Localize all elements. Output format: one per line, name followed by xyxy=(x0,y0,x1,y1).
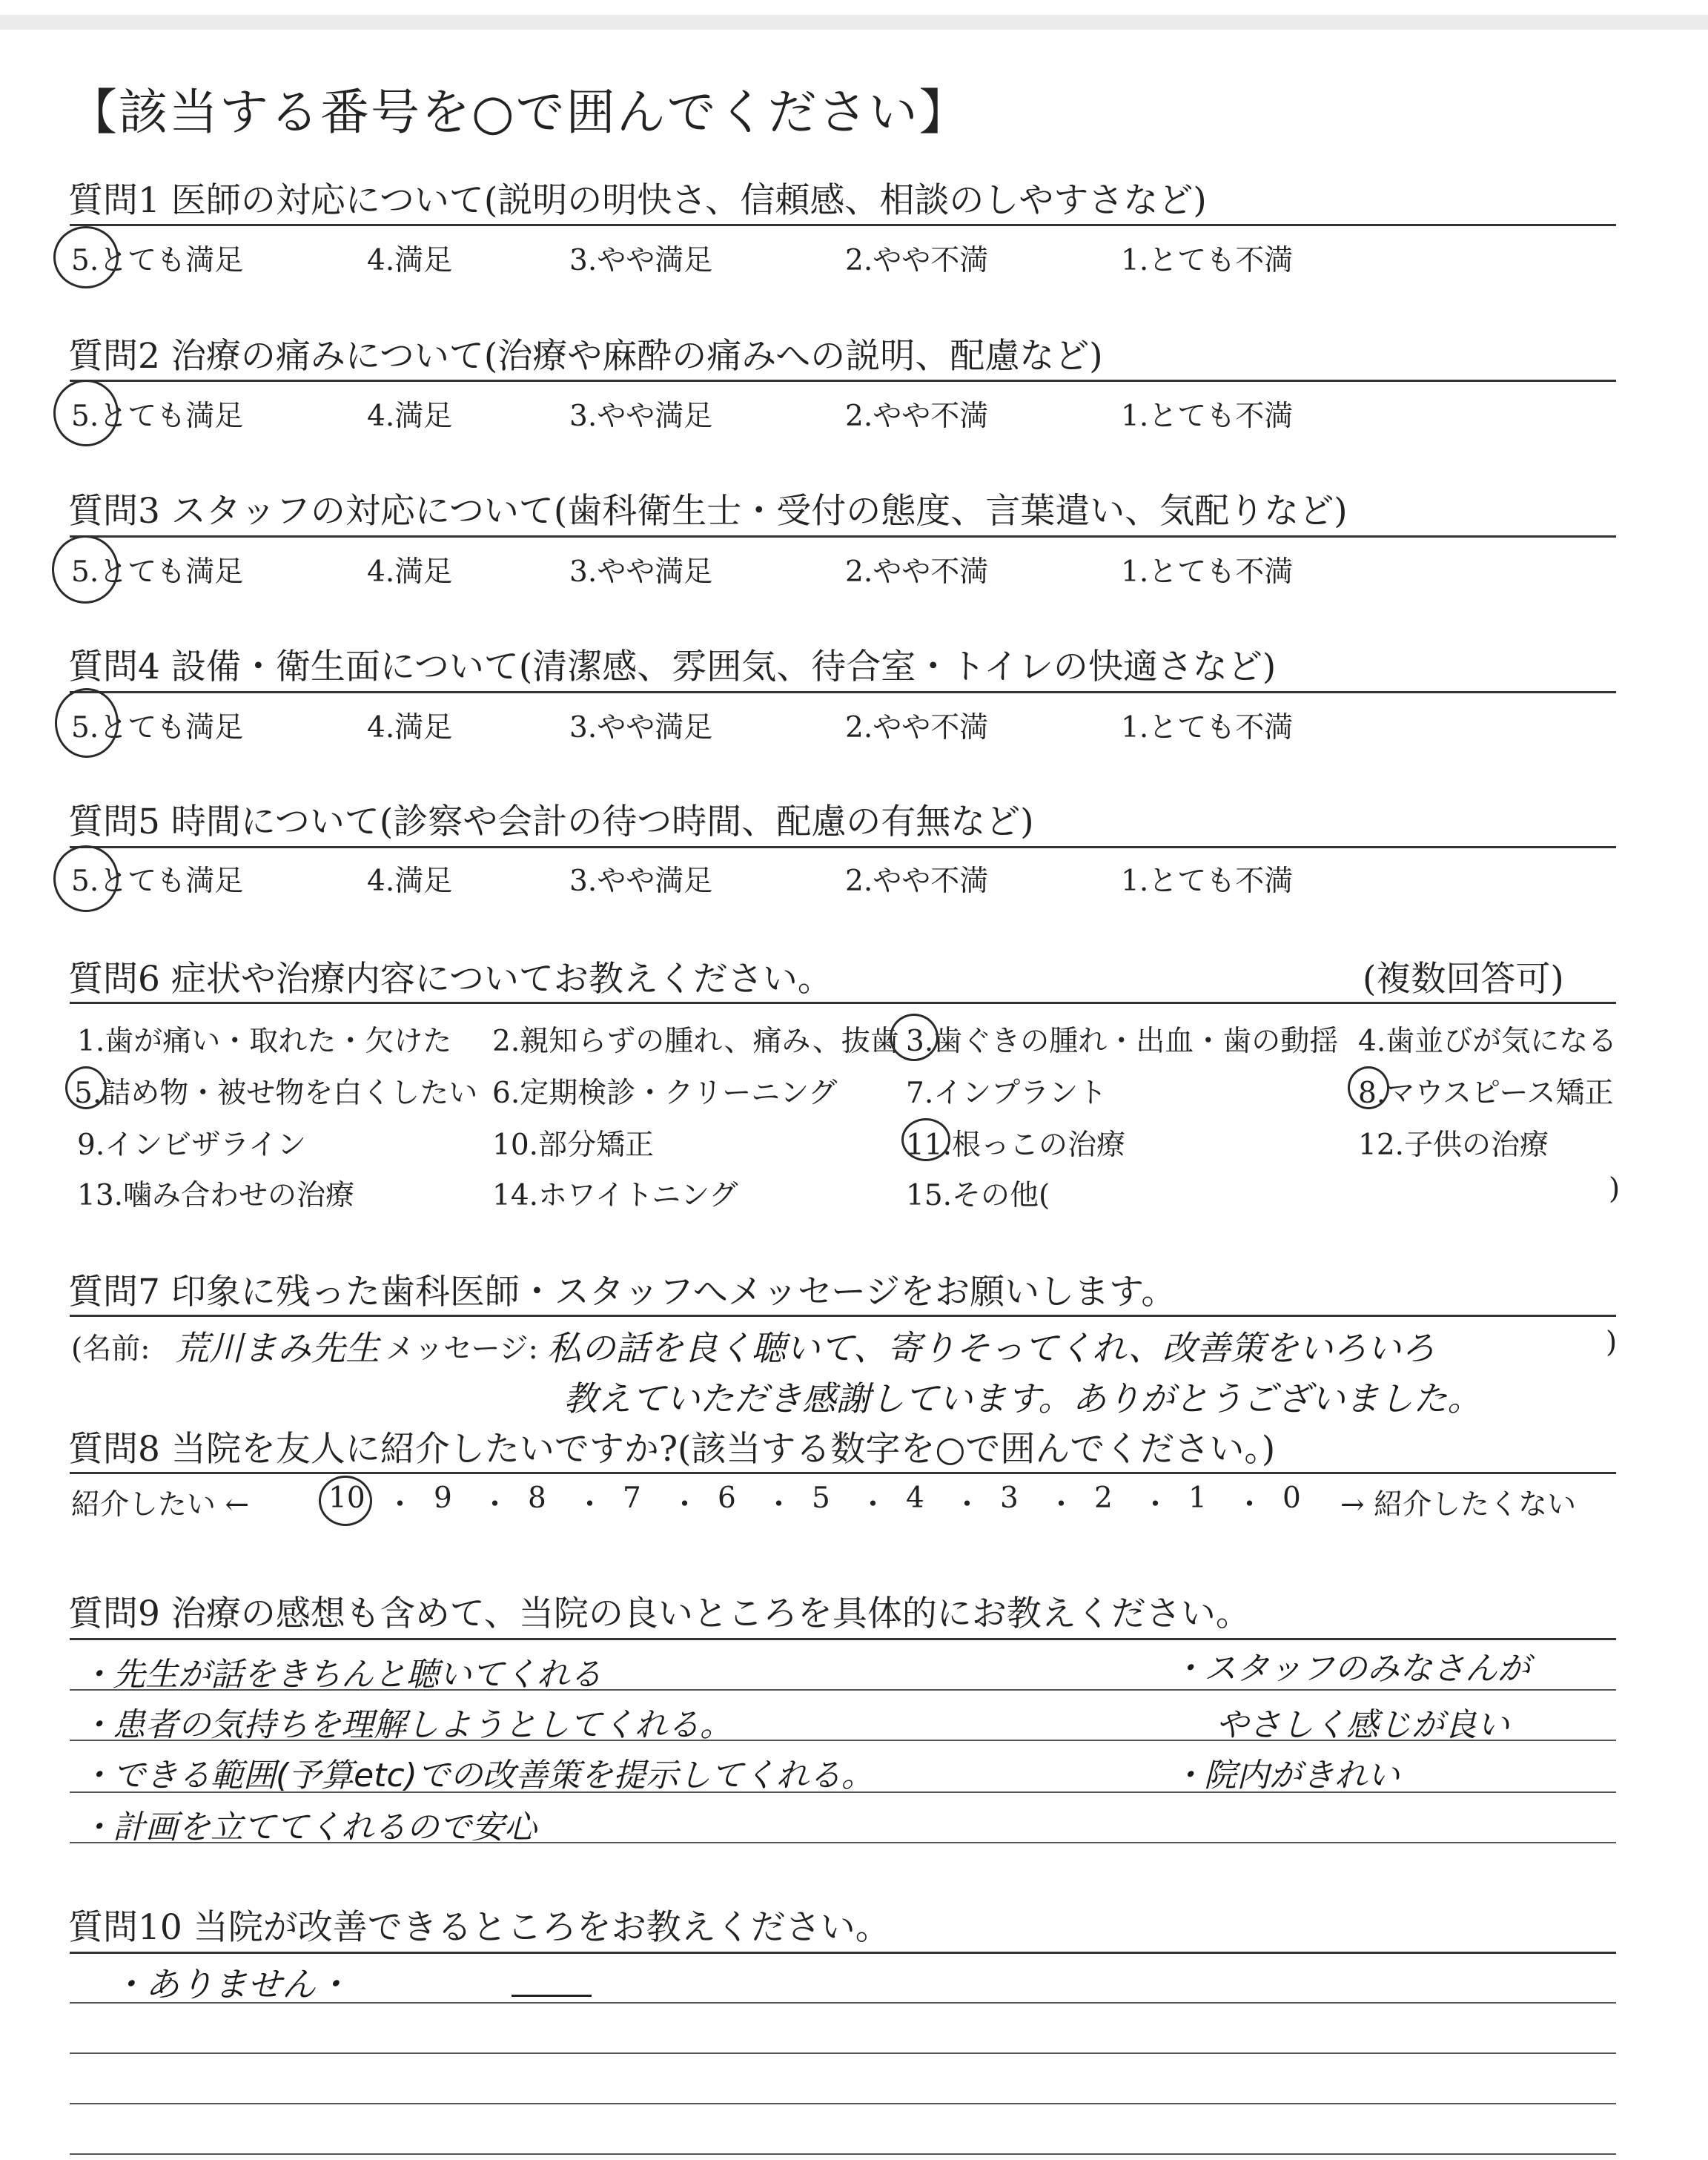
q2-option-1[interactable]: 1.とても不満 xyxy=(1121,400,1294,433)
q4-option-3[interactable]: 3.やや満足 xyxy=(569,711,713,744)
q3-option-4[interactable]: 4.満足 xyxy=(367,555,453,589)
question-9-label: 質問9 治療の感想も含めて、当院の良いところを具体的にお教えください。 xyxy=(68,1593,1251,1634)
handwritten-dash xyxy=(512,1995,592,1997)
q2-selection-circle xyxy=(53,380,119,446)
q6-item-2[interactable]: 2.親知らずの腫れ、痛み、抜歯 xyxy=(492,1025,899,1058)
q1-option-5[interactable]: 5.とても満足 xyxy=(71,244,244,277)
q3-option-5[interactable]: 5.とても満足 xyxy=(71,555,244,589)
q4-option-1[interactable]: 1.とても不満 xyxy=(1121,711,1294,744)
q8-dot: ・ xyxy=(764,1488,794,1522)
q8-dot: ・ xyxy=(575,1488,605,1522)
q8-right-label: → 紹介したくない xyxy=(1340,1488,1577,1522)
q3-option-2[interactable]: 2.やや不満 xyxy=(845,555,989,589)
q7-message-line-1[interactable]: 私の話を良く聴いて、寄りそってくれ、改善策をいろいろ xyxy=(547,1328,1435,1368)
q8-dot: ・ xyxy=(385,1488,415,1522)
answer-line xyxy=(70,2153,1616,2155)
q5-option-5[interactable]: 5.とても満足 xyxy=(71,865,244,898)
q9-answer-right-2[interactable]: やさしく感じが良い xyxy=(1216,1706,1509,1744)
question-3-label: 質問3 スタッフの対応について(歯科衛生士・受付の態度、言葉遣い、気配りなど) xyxy=(68,491,1348,532)
q8-score-6[interactable]: 6 xyxy=(718,1482,736,1515)
q9-answer-line-3[interactable]: ・できる範囲(予算etc)での改善策を提示してくれる。 xyxy=(80,1757,874,1794)
q8-dot: ・ xyxy=(670,1488,700,1522)
q6-item-8[interactable]: 8.マウスピース矯正 xyxy=(1358,1077,1614,1110)
q7-name-prefix: (名前: xyxy=(71,1332,150,1366)
answer-line xyxy=(70,2052,1616,2054)
q6-item-13[interactable]: 13.噛み合わせの治療 xyxy=(77,1179,355,1212)
q8-score-1[interactable]: 1 xyxy=(1188,1482,1207,1515)
q8-dot: ・ xyxy=(1141,1488,1171,1522)
question-2-rule xyxy=(70,380,1616,382)
question-6-label: 質問6 症状や治療内容についてお教えください。 xyxy=(68,959,833,1000)
q9-answer-line-2[interactable]: ・患者の気持ちを理解しようとしてくれる。 xyxy=(80,1706,732,1744)
q8-dot: ・ xyxy=(1047,1488,1076,1522)
q8-dot: ・ xyxy=(858,1488,888,1522)
q6-item-9[interactable]: 9.インビザライン xyxy=(77,1129,307,1162)
q1-selection-circle xyxy=(53,226,119,288)
q9-answer-line-1[interactable]: ・先生が話をきちんと聴いてくれる xyxy=(80,1656,602,1694)
q2-option-2[interactable]: 2.やや不満 xyxy=(845,400,989,433)
q6-item-6[interactable]: 6.定期検診・クリーニング xyxy=(492,1077,838,1110)
q1-option-3[interactable]: 3.やや満足 xyxy=(569,244,713,277)
q8-score-3[interactable]: 3 xyxy=(1000,1482,1019,1515)
q5-option-3[interactable]: 3.やや満足 xyxy=(569,865,713,898)
answer-line xyxy=(70,2103,1616,2104)
q6-item-1[interactable]: 1.歯が痛い・取れた・欠けた xyxy=(77,1025,452,1058)
q6-item-7[interactable]: 7.インプラント xyxy=(906,1077,1108,1110)
q8-score-10[interactable]: 10 xyxy=(328,1482,365,1515)
question-7-rule xyxy=(70,1315,1616,1317)
question-5-rule xyxy=(70,846,1616,848)
question-6-note: (複数回答可) xyxy=(1363,959,1564,1000)
q8-selection-circle xyxy=(319,1476,372,1526)
page-title: 【該当する番号を○で囲んでください】 xyxy=(68,84,970,141)
q8-score-2[interactable]: 2 xyxy=(1094,1482,1113,1515)
q6-item-5[interactable]: 5.詰め物・被せ物を白くしたい xyxy=(74,1077,478,1110)
question-2-label: 質問2 治療の痛みについて(治療や麻酔の痛みへの説明、配慮など) xyxy=(68,336,1103,377)
q6-item-5-circle xyxy=(65,1066,107,1109)
q4-option-5[interactable]: 5.とても満足 xyxy=(71,711,244,744)
question-5-label: 質問5 時間について(診察や会計の待つ時間、配慮の有無など) xyxy=(68,802,1034,842)
q3-selection-circle xyxy=(52,535,119,604)
q4-selection-circle xyxy=(55,688,119,758)
q8-left-label: 紹介したい ← xyxy=(71,1488,250,1522)
q7-name-handwritten[interactable]: 荒川まみ先生 xyxy=(175,1328,380,1368)
q8-score-8[interactable]: 8 xyxy=(528,1482,546,1515)
question-4-rule xyxy=(70,691,1616,693)
question-9-rule xyxy=(70,1638,1616,1640)
question-3-rule xyxy=(70,535,1616,538)
q1-option-4[interactable]: 4.満足 xyxy=(367,244,453,277)
q6-item-3-circle xyxy=(890,1014,939,1061)
q9-answer-right-1[interactable]: ・スタッフのみなさんが xyxy=(1171,1650,1530,1688)
q6-item-14[interactable]: 14.ホワイトニング xyxy=(492,1179,738,1212)
q7-message-prefix: メッセージ: xyxy=(385,1332,538,1366)
q5-selection-circle xyxy=(53,845,119,912)
question-1-label: 質問1 医師の対応について(説明の明快さ、信頼感、相談のしやすさなど) xyxy=(68,180,1207,221)
q7-close: ) xyxy=(1606,1326,1618,1359)
q6-item-11[interactable]: 11.根っこの治療 xyxy=(906,1129,1126,1162)
q6-item-8-circle xyxy=(1348,1066,1389,1109)
q5-option-2[interactable]: 2.やや不満 xyxy=(845,865,989,898)
q6-item-3[interactable]: 3.歯ぐきの腫れ・出血・歯の動揺 xyxy=(906,1025,1339,1058)
q8-score-5[interactable]: 5 xyxy=(812,1482,830,1515)
q8-dot: ・ xyxy=(953,1488,982,1522)
q8-score-4[interactable]: 4 xyxy=(906,1482,924,1515)
q7-message-line-2[interactable]: 教えていただき感謝しています。ありがとうございました。 xyxy=(563,1378,1482,1418)
q4-option-2[interactable]: 2.やや不満 xyxy=(845,711,989,744)
q6-item-11-circle xyxy=(901,1118,950,1161)
question-1-rule xyxy=(70,224,1616,226)
question-4-label: 質問4 設備・衛生面について(清潔感、雰囲気、待合室・トイレの快適さなど) xyxy=(68,647,1277,687)
q9-answer-line-4[interactable]: ・計画を立ててくれるので安心 xyxy=(80,1809,537,1846)
q8-score-7[interactable]: 7 xyxy=(623,1482,641,1515)
q10-answer[interactable]: ・ありません・ xyxy=(111,1964,350,2004)
q8-score-0[interactable]: 0 xyxy=(1282,1482,1301,1515)
q4-option-4[interactable]: 4.満足 xyxy=(367,711,453,744)
q5-option-4[interactable]: 4.満足 xyxy=(367,865,453,898)
q6-item-15[interactable]: 15.その他( xyxy=(906,1179,1050,1212)
q2-option-4[interactable]: 4.満足 xyxy=(367,400,453,433)
q6-item-10[interactable]: 10.部分矯正 xyxy=(492,1129,655,1162)
question-8-label: 質問8 当院を友人に紹介したいですか?(該当する数字を○で囲んでください。) xyxy=(68,1429,1276,1470)
q2-option-5[interactable]: 5.とても満足 xyxy=(71,400,244,433)
q1-option-1[interactable]: 1.とても不満 xyxy=(1121,244,1294,277)
q1-option-2[interactable]: 2.やや不満 xyxy=(845,244,989,277)
q5-option-1[interactable]: 1.とても不満 xyxy=(1121,865,1294,898)
q3-option-3[interactable]: 3.やや満足 xyxy=(569,555,713,589)
q6-item-4[interactable]: 4.歯並びが気になる xyxy=(1358,1025,1618,1058)
q3-option-1[interactable]: 1.とても不満 xyxy=(1121,555,1294,589)
q9-answer-right-3[interactable]: ・院内がきれい xyxy=(1171,1757,1400,1794)
q6-item-15-close: ) xyxy=(1609,1172,1621,1206)
q8-score-9[interactable]: 9 xyxy=(434,1482,452,1515)
question-10-label: 質問10 当院が改善できるところをお教えください。 xyxy=(68,1907,890,1948)
q6-item-12[interactable]: 12.子供の治療 xyxy=(1358,1129,1549,1162)
question-8-rule xyxy=(70,1472,1616,1474)
scan-edge xyxy=(0,15,1708,30)
q8-dot: ・ xyxy=(1235,1488,1265,1522)
question-10-rule xyxy=(70,1952,1616,1954)
q2-option-3[interactable]: 3.やや満足 xyxy=(569,400,713,433)
question-7-label: 質問7 印象に残った歯科医師・スタッフへメッセージをお願いします。 xyxy=(68,1272,1176,1312)
question-6-rule xyxy=(70,1002,1616,1004)
q8-dot: ・ xyxy=(480,1488,510,1522)
